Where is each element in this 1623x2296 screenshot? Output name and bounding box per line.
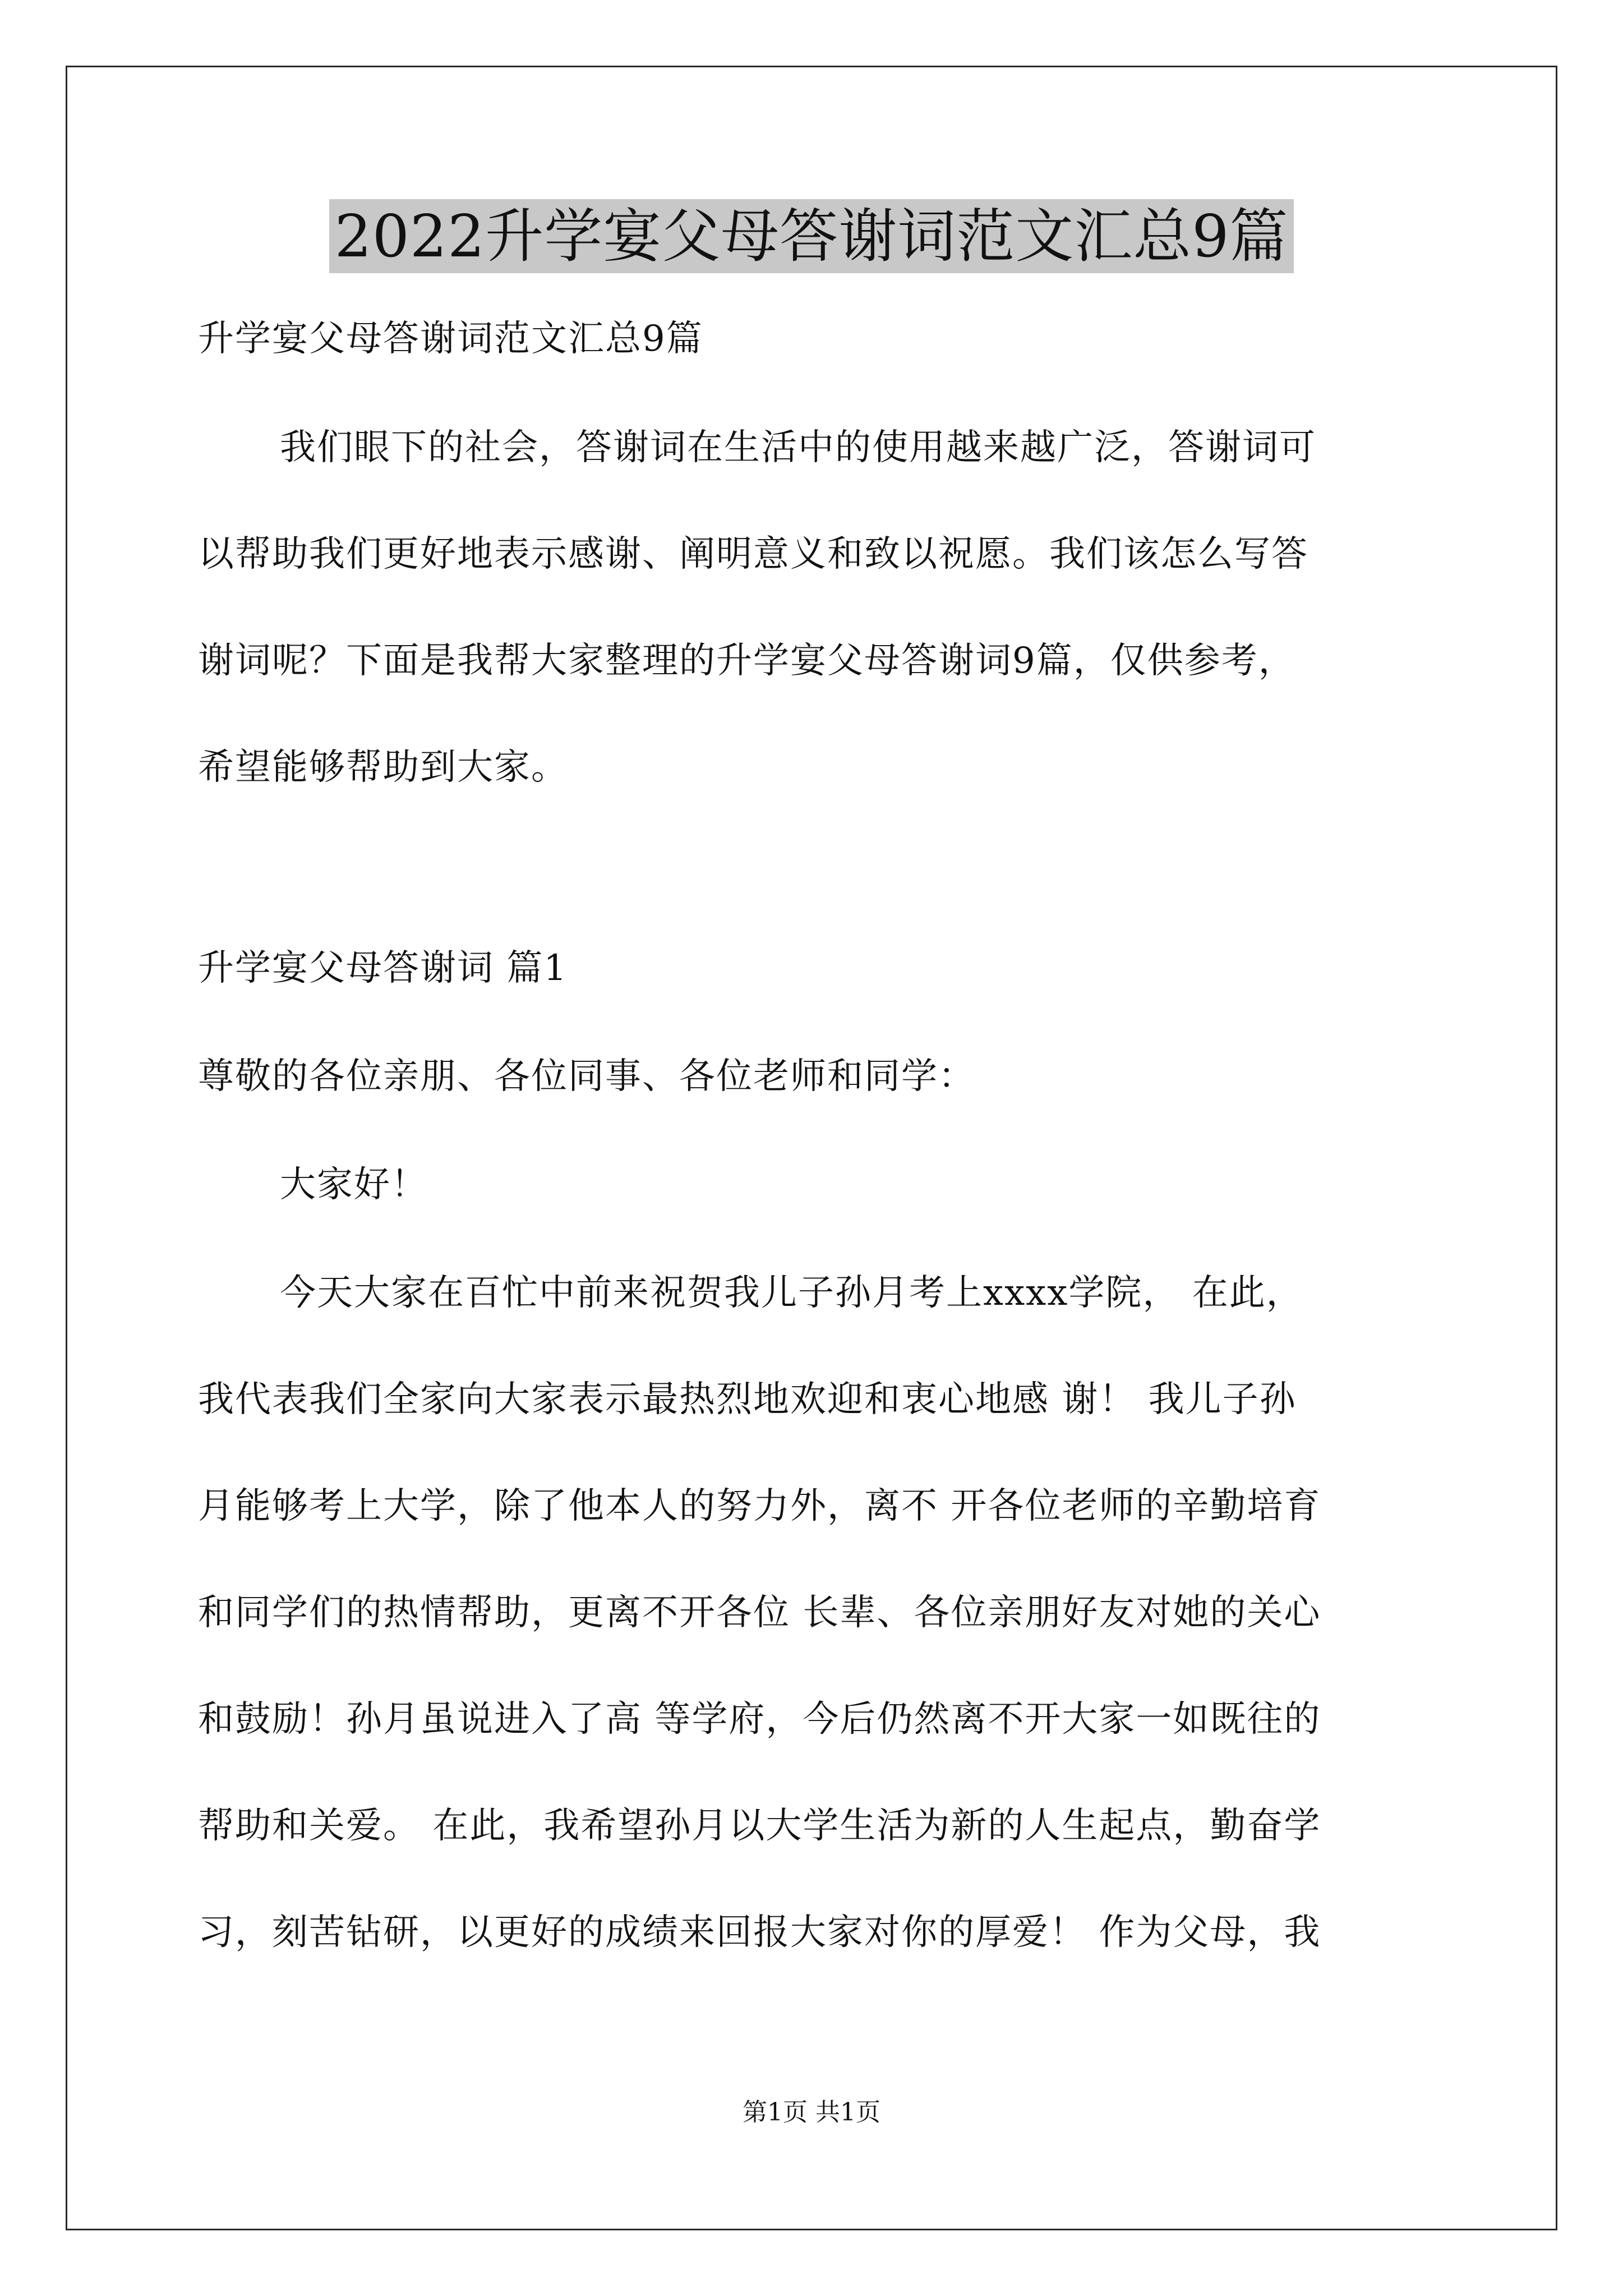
page-footer: 第1页 共1页 [743,2098,880,2127]
document-title: 2022升学宴父母答谢词范文汇总9篇 [329,199,1294,273]
body-line: 我代表我们全家向大家表示最热烈地欢迎和衷心地感 谢！ 我儿子孙 [198,1379,1297,1420]
body-line: 今天大家在百忙中前来祝贺我儿子孙月考上xxxx学院， 在此， [280,1272,1303,1314]
intro-line: 我们眼下的社会，答谢词在生活中的使用越来越广泛，答谢词可 [280,427,1316,468]
document-subtitle: 升学宴父母答谢词范文汇总9篇 [198,318,703,360]
body-paragraph [198,1266,1432,1959]
document-body [198,312,1432,2012]
intro-line: 谢词呢？下面是我帮大家整理的升学宴父母答谢词9篇，仅供参考， [198,640,1295,682]
intro-line: 以帮助我们更好地表示感谢、阐明意义和致以祝愿。我们该怎么写答 [198,533,1308,575]
intro-line: 希望能够帮助到大家。 [198,747,568,788]
body-line: 和鼓励！孙月虽说进入了高 等学府，今后仍然离不开大家一如既往的 [198,1699,1321,1740]
body-line: 和同学们的热情帮助，更离不开各位 长辈、各位亲朋好友对她的关心 [198,1592,1321,1634]
body-line: 月能够考上大学，除了他本人的努力外，离不 开各位老师的辛勤培育 [198,1485,1321,1527]
intro-paragraph [198,421,1432,794]
greeting: 大家好！ [280,1164,428,1205]
body-line: 习，刻苦钻研，以更好的成绩来回报大家对你的厚爱！ 作为父母，我 [198,1912,1321,1953]
title-area [0,199,1623,273]
salutation: 尊敬的各位亲朋、各位同事、各位老师和同学： [198,1056,975,1097]
section-heading: 升学宴父母答谢词 篇1 [198,947,568,989]
body-line: 帮助和关爱。 在此，我希望孙月以大学生活为新的人生起点，勤奋学 [198,1805,1321,1847]
